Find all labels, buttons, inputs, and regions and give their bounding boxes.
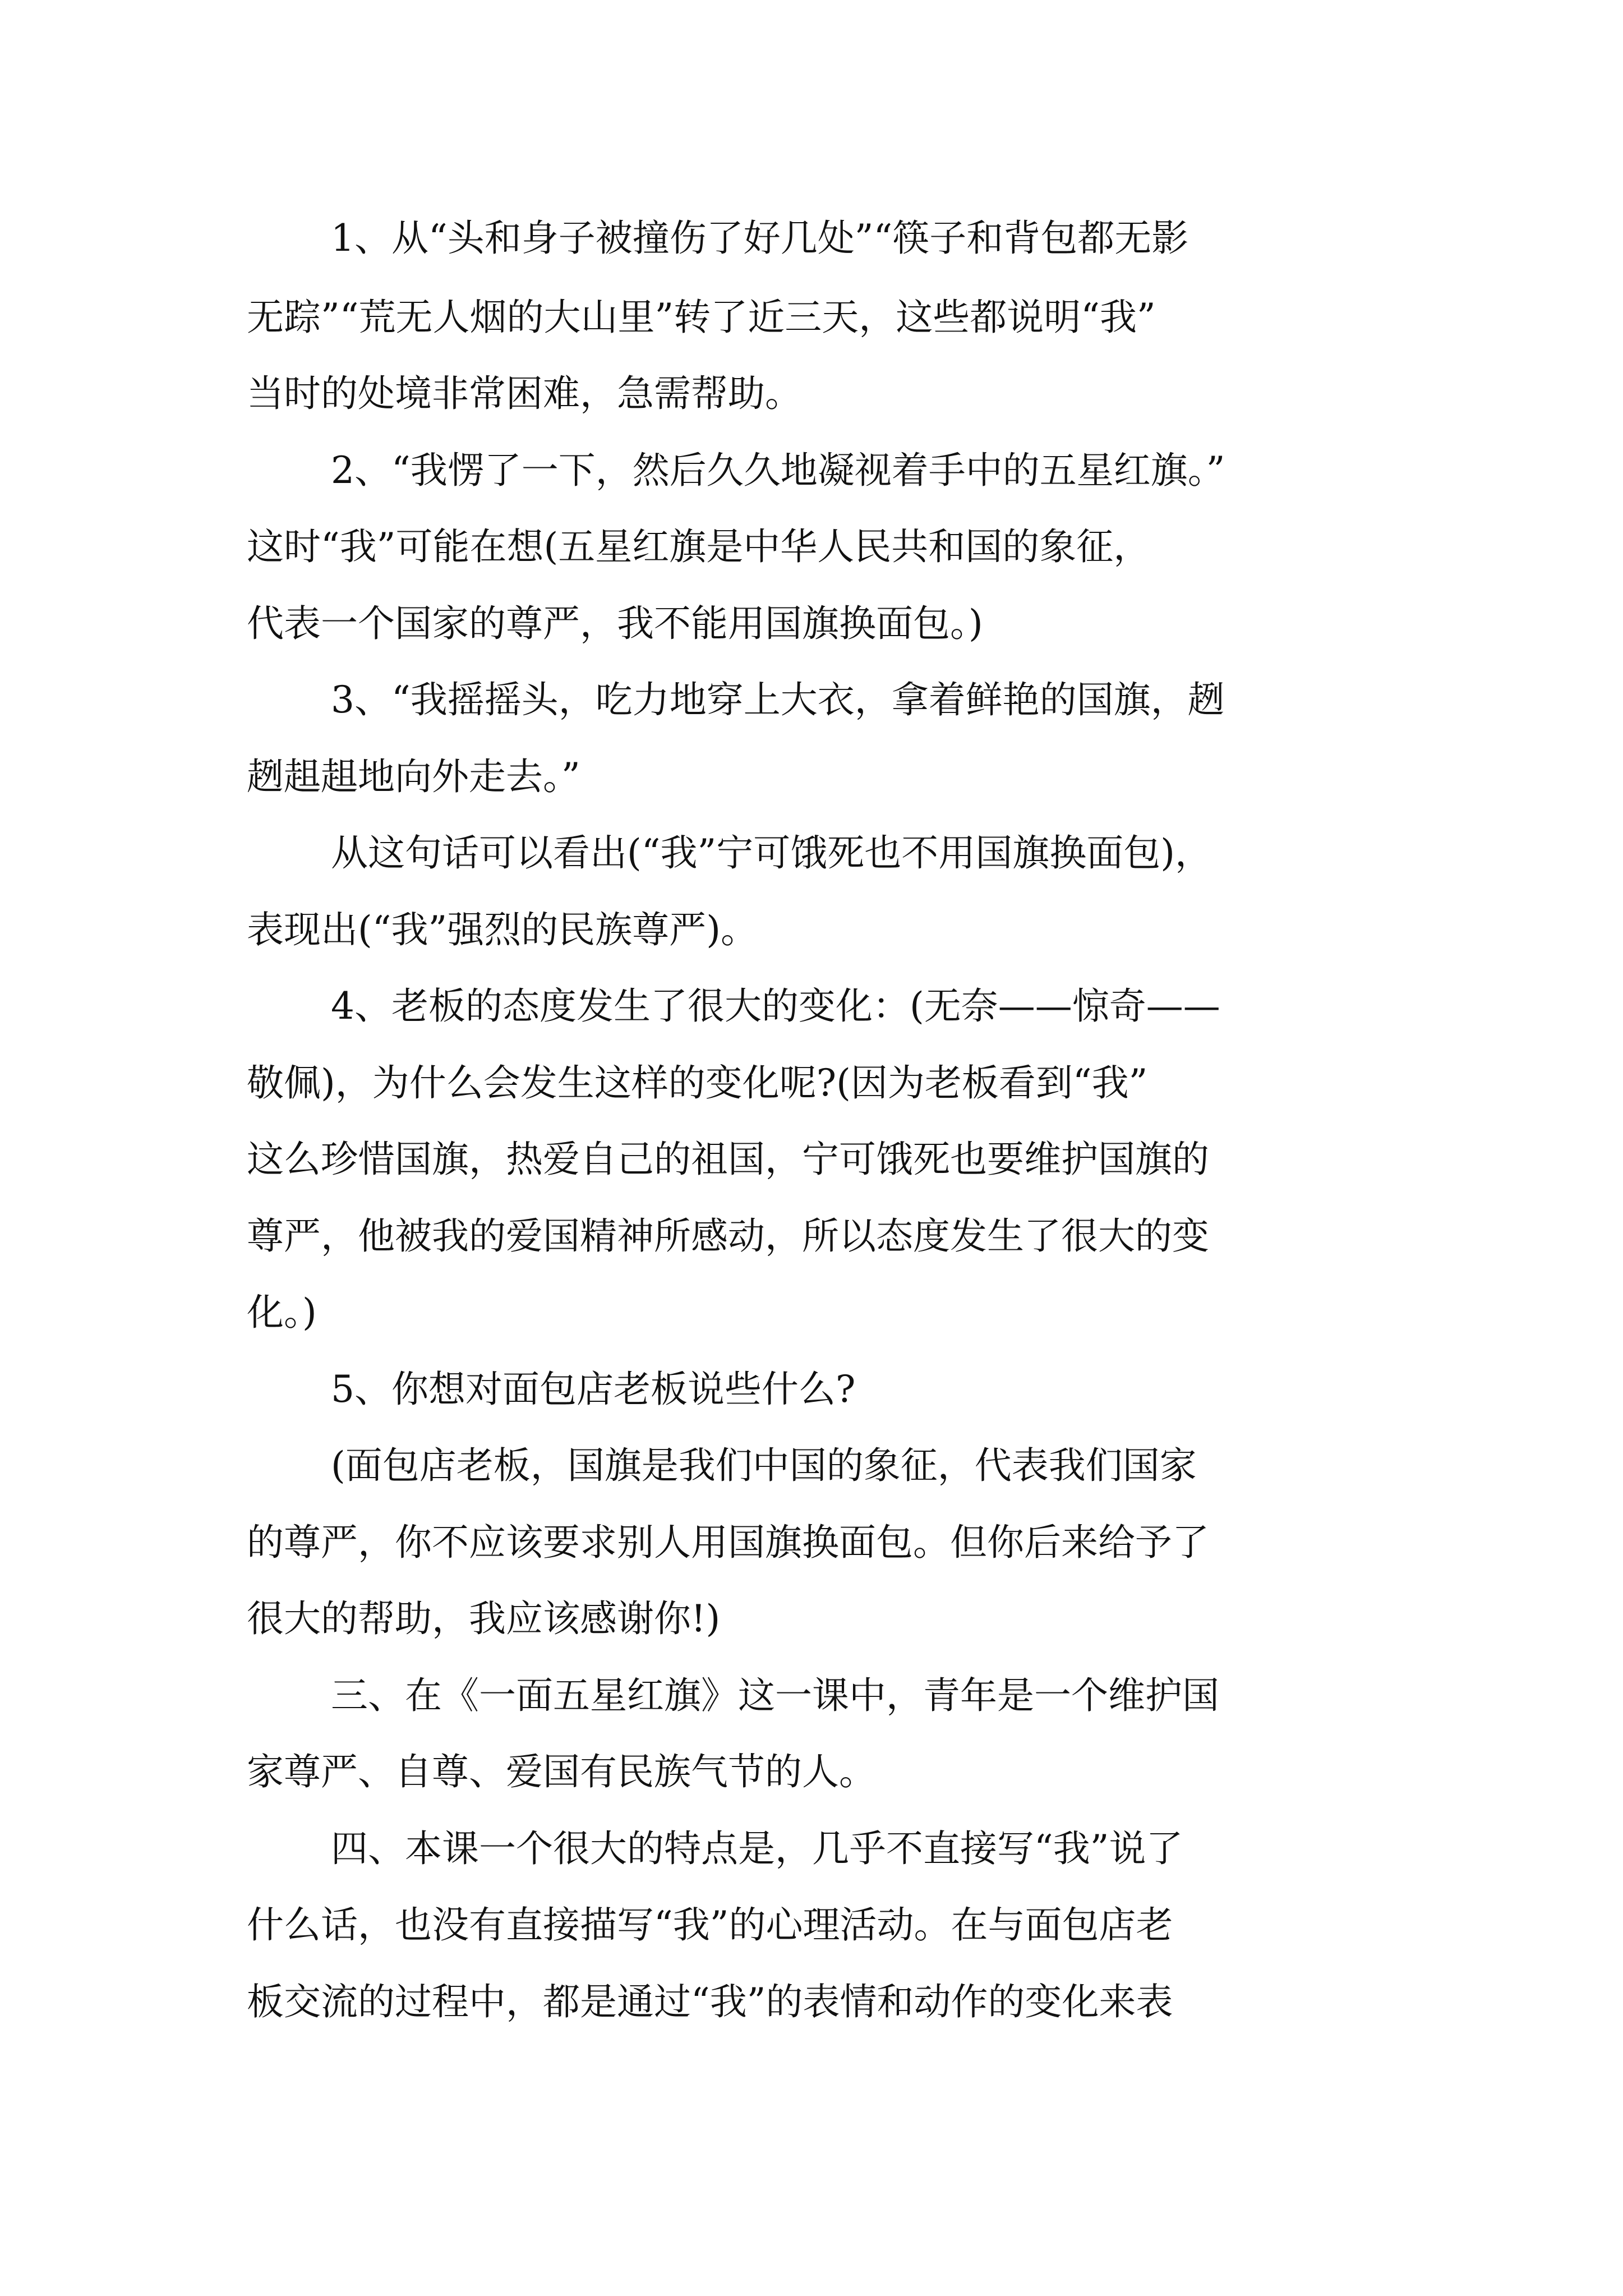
text-line: 尊严，他被我的爱国精神所感动，所以态度发生了很大的变 bbox=[247, 1214, 1209, 1258]
text-line: 趔趄趄地向外走去。” bbox=[247, 755, 580, 798]
text-line: 的尊严，你不应该要求别人用国旗换面包。但你后来给予了 bbox=[247, 1521, 1209, 1564]
text-line: (面包店老板，国旗是我们中国的象征，代表我们国家 bbox=[331, 1444, 1197, 1487]
text-line: 代表一个国家的尊严，我不能用国旗换面包。) bbox=[247, 602, 983, 645]
text-line: 从这句话可以看出(“我”宁可饿死也不用国旗换面包)， bbox=[331, 831, 1212, 875]
text-line: 4、老板的态度发生了很大的变化：(无奈——惊奇—— bbox=[331, 984, 1220, 1028]
text-line: 这么珍惜国旗，热爱自己的祖国，宁可饿死也要维护国旗的 bbox=[247, 1138, 1209, 1181]
text-line: 无踪”“荒无人烟的大山里”转了近三天，这些都说明“我” bbox=[247, 296, 1156, 339]
text-line: 家尊严、自尊、爱国有民族气节的人。 bbox=[247, 1750, 876, 1793]
text-line: 1、从“头和身子被撞伤了好几处”“筷子和背包都无影 bbox=[331, 217, 1189, 260]
text-line: 这时“我”可能在想(五星红旗是中华人民共和国的象征， bbox=[247, 525, 1151, 568]
text-line: 化。) bbox=[247, 1291, 317, 1334]
text-line: 什么话，也没有直接描写“我”的心理活动。在与面包店老 bbox=[247, 1903, 1173, 1947]
text-line: 很大的帮助，我应该感谢你!) bbox=[247, 1597, 721, 1640]
text-line: 三、在《一面五星红旗》这一课中，青年是一个维护国 bbox=[331, 1674, 1219, 1717]
text-line: 5、你想对面包店老板说些什么? bbox=[331, 1368, 856, 1411]
text-line: 2、“我愣了一下，然后久久地凝视着手中的五星红旗。” bbox=[331, 449, 1225, 492]
text-line: 当时的处境非常困难，急需帮助。 bbox=[247, 372, 802, 415]
text-line: 敬佩)，为什么会发生这样的变化呢?(因为老板看到“我” bbox=[247, 1061, 1148, 1105]
text-line: 表现出(“我”强烈的民族尊严)。 bbox=[247, 908, 758, 951]
text-line: 四、本课一个很大的特点是，几乎不直接写“我”说了 bbox=[331, 1827, 1183, 1870]
text-line: 板交流的过程中，都是通过“我”的表情和动作的变化来表 bbox=[247, 1980, 1173, 2023]
text-line: 3、“我摇摇头，吃力地穿上大衣，拿着鲜艳的国旗，趔 bbox=[331, 678, 1225, 721]
